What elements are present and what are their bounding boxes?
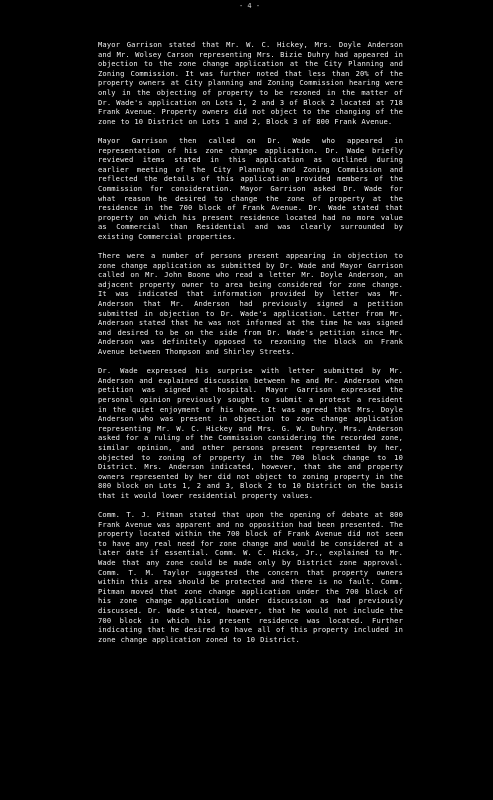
paragraph-3: There were a number of persons present appearing in objection to zone change application as submitted by Dr. Wade and Mayor Garrison called on Mr. John Boone who read a letter Mr. Doyle Anderson, an adjacent property owner to area being considered for zone change. It was indicated that information provided by letter was Mr. Anderson that Mr. Anderson had previously signed a petition submitted in objection to Dr. Wade's application. Letter from Mr. Anderson stated that he was not informed at the time he was signed and desired to be on the side from Dr. Wade's petition since Mr. Anderson was definitely opposed to rezoning the block on Frank Avenue between Thompson and Shirley Streets. <box>98 251 403 356</box>
paragraph-4: Dr. Wade expressed his surprise with letter submitted by Mr. Anderson and explained discussion between he and Mr. Anderson when petition was signed at hospital. Mayor Garrison expressed the personal opinion previously sought to submit a protest a resident in the quiet enjoyment of his home. It was agreed that Mrs. Doyle Anderson who was present in objection to zone change application representing Mr. W. C. Hickey and Mrs. G. W. Duhry. Mrs. Anderson asked for a ruling of the Commission considering the recorded zone, similar opinion, and other persons present represented by her, objected to zoning of property in the 700 block change to 10 District. Mrs. Anderson indicated, however, that she and property owners represented by her did not object to zoning property in the 800 block on Lots 1, 2 and 3, Block 2 to 10 District on the basis that it would lower residential property values. <box>98 366 403 500</box>
minutes-body <box>98 40 403 654</box>
paragraph-5: Comm. T. J. Pitman stated that upon the opening of debate at 800 Frank Avenue was apparent and no opposition had been presented. The property located within the 700 block of Frank Avenue did not seem to have any real need for zone change and would be considered at a later date if essential. Comm. W. C. Hicks, Jr., explained to Mr. Wade that any zone could be made only by District zone approval. Comm. T. M. Taylor suggested the concern that property owners within this area should be protected and there is no fault. Comm. Pitman moved that zone change application under the 700 block of his zone change application under discussion as had previously discussed. Dr. Wade stated, however, that he would not include the 700 block in which his present residence was located. Further indicating that he desired to have all of this property included in zone change application zoned to 10 District. <box>98 510 403 644</box>
paragraph-1: Mayor Garrison stated that Mr. W. C. Hickey, Mrs. Doyle Anderson and Mr. Wolsey Carson representing Mrs. Bizie Duhry had appeared in objection to the zone change application at the City Planning and Zoning Commission. It was further noted that less than 20% of the property owners at City planning and Zoning Commission hearing were only in the objecting of property to be rezoned in the matter of Dr. Wade's application on Lots 1, 2 and 3 of Block 2 located at 718 Frank Avenue. Property owners did not object to the changing of the zone to 10 District on Lots 1 and 2, Block 3 of 800 Frank Avenue. <box>98 40 403 126</box>
page-number: - 4 - <box>239 2 261 10</box>
paragraph-2: Mayor Garrison then called on Dr. Wade who appeared in representation of his zone change application. Dr. Wade briefly reviewed items stated in this application as outlined during earlier meeting of the City Planning and Zoning Commission and reflected the details of this application provided members of the Commission for consideration. Mayor Garrison asked Dr. Wade for what reason he desired to change the zone of property at the residence in the 700 block of Frank Avenue. Dr. Wade stated that property on which his present residence located had no more value as Commercial than Residential and was clearly surrounded by existing Commercial properties. <box>98 135 403 241</box>
